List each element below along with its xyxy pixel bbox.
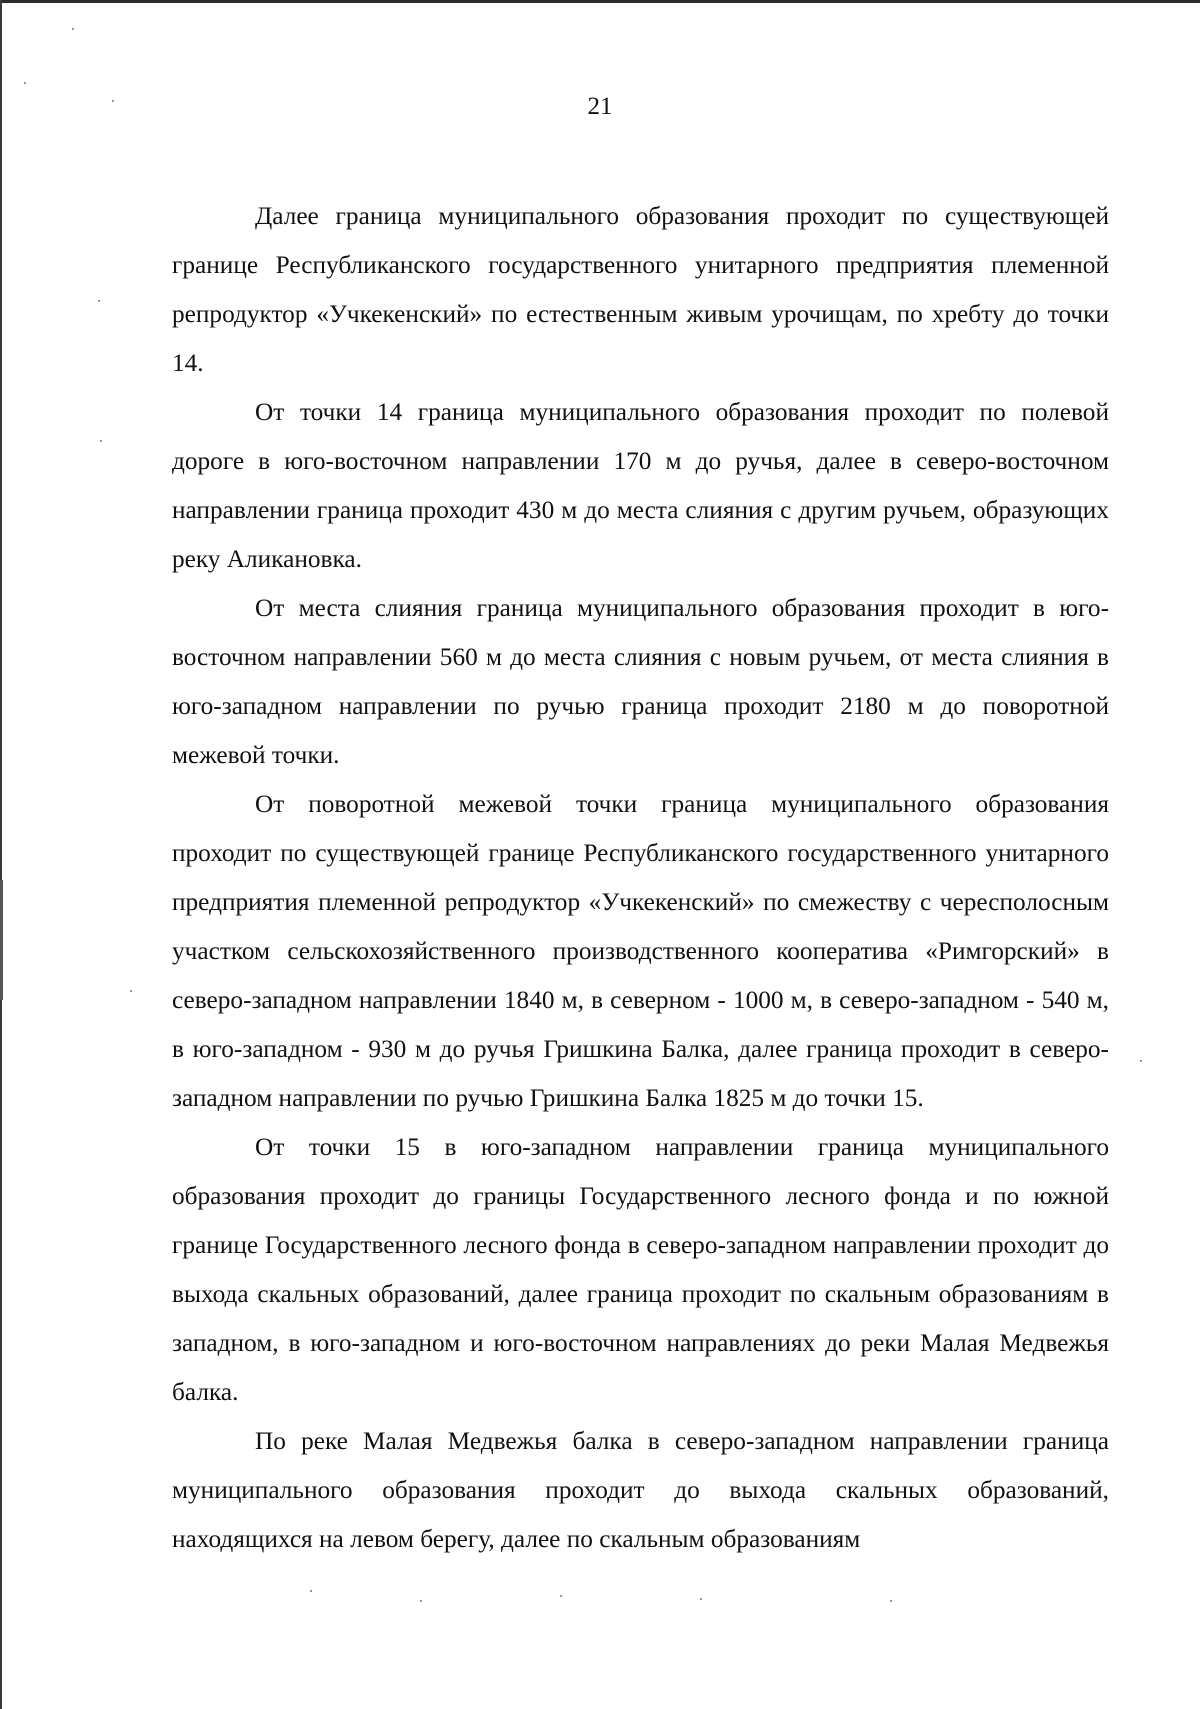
scan-speck bbox=[560, 1595, 562, 1597]
paragraph: От точки 14 граница муниципального образования проходит по полевой дороге в юго-восточном направлении 170 м до ручья, далее в северо-восточном направлении граница проходит 430 м до места слияния с другим ручьем, образующих реку Аликановка. bbox=[172, 398, 1109, 573]
paragraph: От точки 15 в юго-западном направлении граница муниципального образования проходит до границы Государственного лесного фонда и по южной границе Государственного лесного фонда в северо-западном направлении проходит до выхода скальных образований, далее граница проходит по скальным образованиям в западном, в юго-западном и юго-восточном направлениях до реки Малая Медвежья балка. bbox=[172, 1133, 1109, 1406]
scan-speck bbox=[72, 28, 74, 30]
scan-left-edge bbox=[0, 0, 2, 1709]
scan-speck bbox=[112, 100, 114, 102]
paragraph: От поворотной межевой точки граница муниципального образования проходит по существующей границе Республиканского государственного унитарного предприятия племенной репродуктор «Учкекенский» по смежеству с чересполосным участком сельскохозяйственного производственного кооператива «Римгорский» в северо-западном направлении 1840 м, в северном - 1000 м, в северо-западном - 540 м, в юго-западном - 930 м до ручья Гришкина Балка, далее граница проходит в северо-западном направлении по ручью Гришкина Балка 1825 м до точки 15. bbox=[172, 790, 1109, 1112]
scan-speck bbox=[130, 990, 132, 992]
scan-speck bbox=[24, 82, 26, 84]
paragraph: По реке Малая Медвежья балка в северо-западном направлении граница муниципального образования проходит до выхода скальных образований, находящихся на левом берегу, далее по скальным образованиям bbox=[172, 1427, 1109, 1553]
document-body bbox=[172, 192, 1109, 1564]
scan-speck bbox=[98, 300, 100, 302]
scan-top-edge bbox=[0, 0, 1200, 3]
scan-speck bbox=[1140, 1060, 1142, 1062]
scan-speck bbox=[700, 1598, 702, 1600]
paragraph: Далее граница муниципального образования проходит по существующей границе Республиканского государственного унитарного предприятия племенной репродуктор «Учкекенский» по естественным живым урочищам, по хребту до точки 14. bbox=[172, 202, 1109, 377]
scan-speck bbox=[310, 1590, 312, 1592]
scan-artifact-mark bbox=[0, 880, 3, 1000]
scan-speck bbox=[100, 440, 102, 442]
page-number: 21 bbox=[587, 93, 613, 120]
paragraph: От места слияния граница муниципального образования проходит в юго-восточном направлении 560 м до места слияния с новым ручьем, от места слияния в юго-западном направлении по ручью граница проходит 2180 м до поворотной межевой точки. bbox=[172, 594, 1109, 769]
scan-speck bbox=[420, 1600, 422, 1602]
scan-speck bbox=[890, 1600, 892, 1602]
